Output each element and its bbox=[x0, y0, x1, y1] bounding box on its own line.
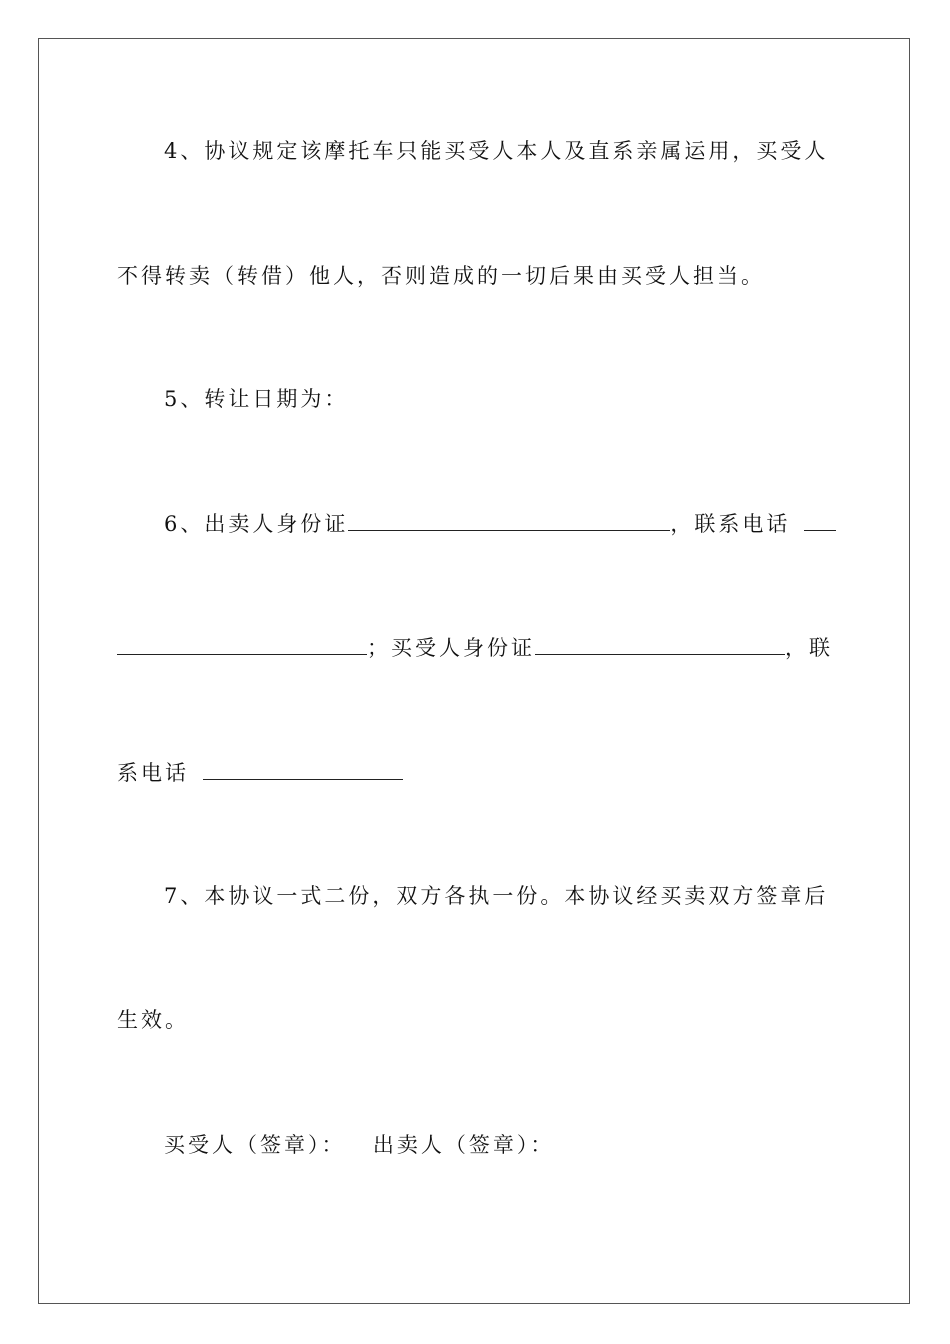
seller-id-blank[interactable] bbox=[348, 510, 670, 531]
item-6-line-2 bbox=[117, 633, 837, 663]
seller-signature-label: 出卖人（签章）： bbox=[372, 1133, 555, 1157]
seller-phone-label: ，联系电话 bbox=[670, 512, 791, 536]
item-6-line-3 bbox=[117, 758, 837, 788]
item-4-line-2: 不得转卖（转借）他人，否则造成的一切后果由买受人担当。 bbox=[117, 264, 765, 288]
item-5-transfer-date: 5、转让日期为： bbox=[164, 387, 349, 411]
seller-phone-blank[interactable] bbox=[117, 634, 367, 655]
item-7-line-1: 7、本协议一式二份，双方各执一份。本协议经买卖双方签章后 bbox=[164, 884, 829, 908]
item-4-line-1: 4、协议规定该摩托车只能买受人本人及直系亲属运用，买受人 bbox=[164, 139, 829, 163]
buyer-phone-label-part: ，联 bbox=[785, 636, 833, 660]
signature-line bbox=[164, 1130, 837, 1160]
seller-phone-blank-start[interactable] bbox=[804, 510, 836, 531]
buyer-id-label: ；买受人身份证 bbox=[367, 636, 535, 660]
buyer-phone-blank[interactable] bbox=[203, 759, 403, 780]
item-7-line-2: 生效。 bbox=[117, 1008, 189, 1032]
buyer-phone-label: 系电话 bbox=[117, 761, 189, 785]
seller-id-label: 6、出卖人身份证 bbox=[164, 512, 349, 536]
buyer-id-blank[interactable] bbox=[535, 634, 785, 655]
item-6-line-1 bbox=[164, 509, 837, 539]
buyer-signature-label: 买受人（签章）： bbox=[164, 1133, 346, 1157]
page-border bbox=[38, 38, 910, 1304]
